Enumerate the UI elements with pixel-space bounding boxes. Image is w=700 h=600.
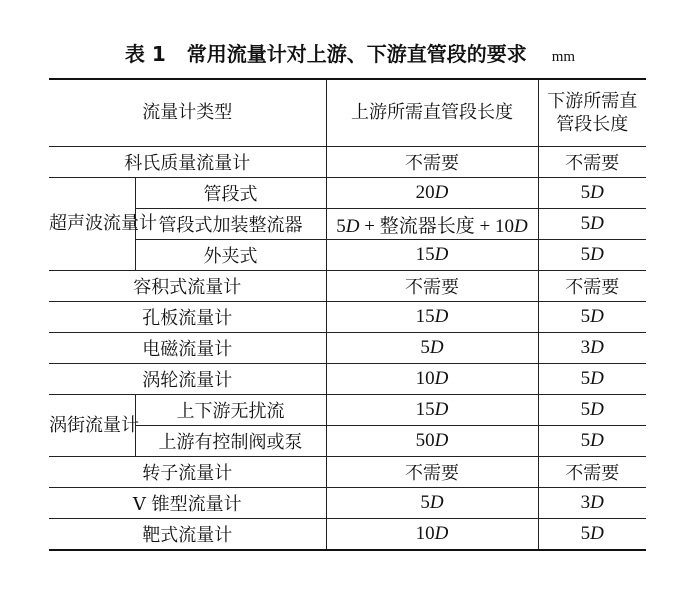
- downstream-cell: 不需要: [538, 147, 646, 178]
- group-name: 超声波流量计: [49, 178, 135, 271]
- upstream-cell: 不需要: [326, 271, 538, 302]
- upstream-cell: 15D: [326, 302, 538, 333]
- row-name: 靶式流量计: [49, 519, 326, 551]
- row-name: 管段式加装整流器: [135, 209, 326, 240]
- row-name: 孔板流量计: [49, 302, 326, 333]
- table-row: [49, 302, 646, 333]
- header-type: 流量计类型: [49, 79, 326, 147]
- row-name: 上下游无扰流: [135, 395, 326, 426]
- table-unit: mm: [551, 49, 576, 65]
- table-title: 常用流量计对上游、下游直管段的要求: [186, 42, 527, 66]
- upstream-cell: 5D: [326, 333, 538, 364]
- table-row: [49, 240, 646, 271]
- group-name: 涡街流量计: [49, 395, 135, 457]
- upstream-cell: 50D: [326, 426, 538, 457]
- downstream-cell: 5D: [538, 395, 646, 426]
- row-name: 电磁流量计: [49, 333, 326, 364]
- downstream-cell: 5D: [538, 209, 646, 240]
- upstream-cell: 20D: [326, 178, 538, 209]
- table-row: [49, 488, 646, 519]
- table-row: [49, 395, 646, 426]
- upstream-cell: 10D: [326, 364, 538, 395]
- header-downstream: 下游所需直管段长度: [538, 79, 646, 147]
- table-row: [49, 333, 646, 364]
- table-row: [49, 364, 646, 395]
- upstream-cell: 5D + 整流器长度 + 10D: [326, 209, 538, 240]
- table-row: [49, 457, 646, 488]
- downstream-cell: 不需要: [538, 457, 646, 488]
- table-row: [49, 519, 646, 551]
- downstream-cell: 3D: [538, 333, 646, 364]
- row-name: 科氏质量流量计: [49, 147, 326, 178]
- downstream-cell: 5D: [538, 302, 646, 333]
- row-name: 转子流量计: [49, 457, 326, 488]
- downstream-cell: 5D: [538, 178, 646, 209]
- upstream-cell: 10D: [326, 519, 538, 551]
- row-name: 涡轮流量计: [49, 364, 326, 395]
- table-row: [49, 271, 646, 302]
- table-caption: [0, 38, 700, 67]
- row-name: 容积式流量计: [49, 271, 326, 302]
- downstream-cell: 5D: [538, 240, 646, 271]
- flowmeter-table: [49, 78, 646, 551]
- downstream-cell: 3D: [538, 488, 646, 519]
- row-name: 上游有控制阀或泵: [135, 426, 326, 457]
- table-row: [49, 147, 646, 178]
- table-header-row: [49, 79, 646, 147]
- upstream-cell: 15D: [326, 240, 538, 271]
- table-row: [49, 178, 646, 209]
- downstream-cell: 5D: [538, 426, 646, 457]
- row-name: 外夹式: [135, 240, 326, 271]
- upstream-cell: 5D: [326, 488, 538, 519]
- upstream-cell: 不需要: [326, 457, 538, 488]
- header-upstream: 上游所需直管段长度: [326, 79, 538, 147]
- upstream-cell: 不需要: [326, 147, 538, 178]
- row-name: 管段式: [135, 178, 326, 209]
- downstream-cell: 不需要: [538, 271, 646, 302]
- downstream-cell: 5D: [538, 519, 646, 551]
- upstream-cell: 15D: [326, 395, 538, 426]
- downstream-cell: 5D: [538, 364, 646, 395]
- table-label: 表 1: [124, 42, 166, 66]
- row-name: V 锥型流量计: [49, 488, 326, 519]
